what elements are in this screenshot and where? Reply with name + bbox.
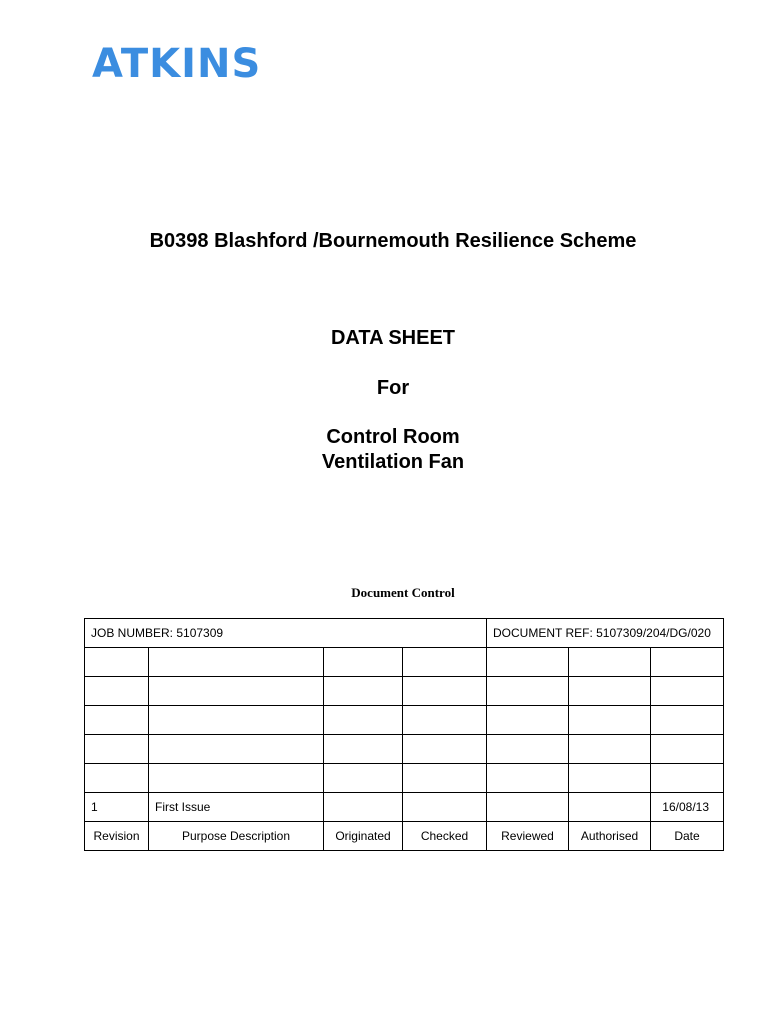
table-cell	[569, 648, 651, 677]
table-cell	[569, 706, 651, 735]
table-cell	[149, 648, 324, 677]
originated-value	[324, 793, 403, 822]
date-header: Date	[651, 822, 724, 851]
document-title: B0398 Blashford /Bournemouth Resilience Scheme	[149, 230, 637, 252]
atkins-logo: ATKINS	[92, 41, 262, 87]
document-control-table	[84, 618, 724, 851]
table-row	[85, 619, 724, 648]
subject-heading	[0, 425, 768, 475]
table-cell	[651, 735, 724, 764]
table-cell	[324, 677, 403, 706]
table-cell	[403, 677, 487, 706]
originated-header: Originated	[324, 822, 403, 851]
data-sheet-heading: DATA SHEET	[330, 327, 456, 349]
subject-line-2: Ventilation Fan	[321, 451, 465, 473]
for-heading: For	[376, 377, 410, 399]
table-cell	[403, 735, 487, 764]
table-cell	[324, 706, 403, 735]
table-row	[85, 677, 724, 706]
subject-line-1: Control Room	[326, 426, 460, 448]
table-row	[85, 735, 724, 764]
table-row	[85, 648, 724, 677]
table-cell	[85, 764, 149, 793]
table-cell	[324, 735, 403, 764]
table-cell	[149, 706, 324, 735]
table-cell	[403, 648, 487, 677]
purpose-value: First Issue	[149, 793, 324, 822]
authorised-value	[569, 793, 651, 822]
table-cell	[149, 735, 324, 764]
table-cell	[403, 764, 487, 793]
table-cell	[569, 764, 651, 793]
reviewed-value	[487, 793, 569, 822]
table-cell	[85, 706, 149, 735]
checked-header: Checked	[403, 822, 487, 851]
revision-value: 1	[85, 793, 149, 822]
revision-header: Revision	[85, 822, 149, 851]
table-cell	[85, 677, 149, 706]
table-cell	[651, 764, 724, 793]
table-cell	[651, 648, 724, 677]
table-cell	[324, 764, 403, 793]
table-cell	[403, 706, 487, 735]
table-cell	[324, 648, 403, 677]
table-cell	[651, 706, 724, 735]
table-cell	[487, 648, 569, 677]
table-cell	[569, 735, 651, 764]
table-cell	[85, 735, 149, 764]
checked-value	[403, 793, 487, 822]
issue-row	[85, 793, 724, 822]
table-cell	[487, 706, 569, 735]
purpose-header: Purpose Description	[149, 822, 324, 851]
table-cell	[487, 764, 569, 793]
reviewed-header: Reviewed	[487, 822, 569, 851]
authorised-header: Authorised	[569, 822, 651, 851]
table-cell	[149, 764, 324, 793]
table-cell	[149, 677, 324, 706]
document-ref-cell: DOCUMENT REF: 5107309/204/DG/020	[487, 619, 724, 648]
job-number-cell: JOB NUMBER: 5107309	[85, 619, 487, 648]
date-value: 16/08/13	[651, 793, 724, 822]
table-cell	[569, 677, 651, 706]
table-row	[85, 706, 724, 735]
header-row	[85, 822, 724, 851]
document-control-heading: Document Control	[351, 585, 455, 600]
table-cell	[651, 677, 724, 706]
table-cell	[487, 677, 569, 706]
table-cell	[487, 735, 569, 764]
table-row	[85, 764, 724, 793]
table-cell	[85, 648, 149, 677]
